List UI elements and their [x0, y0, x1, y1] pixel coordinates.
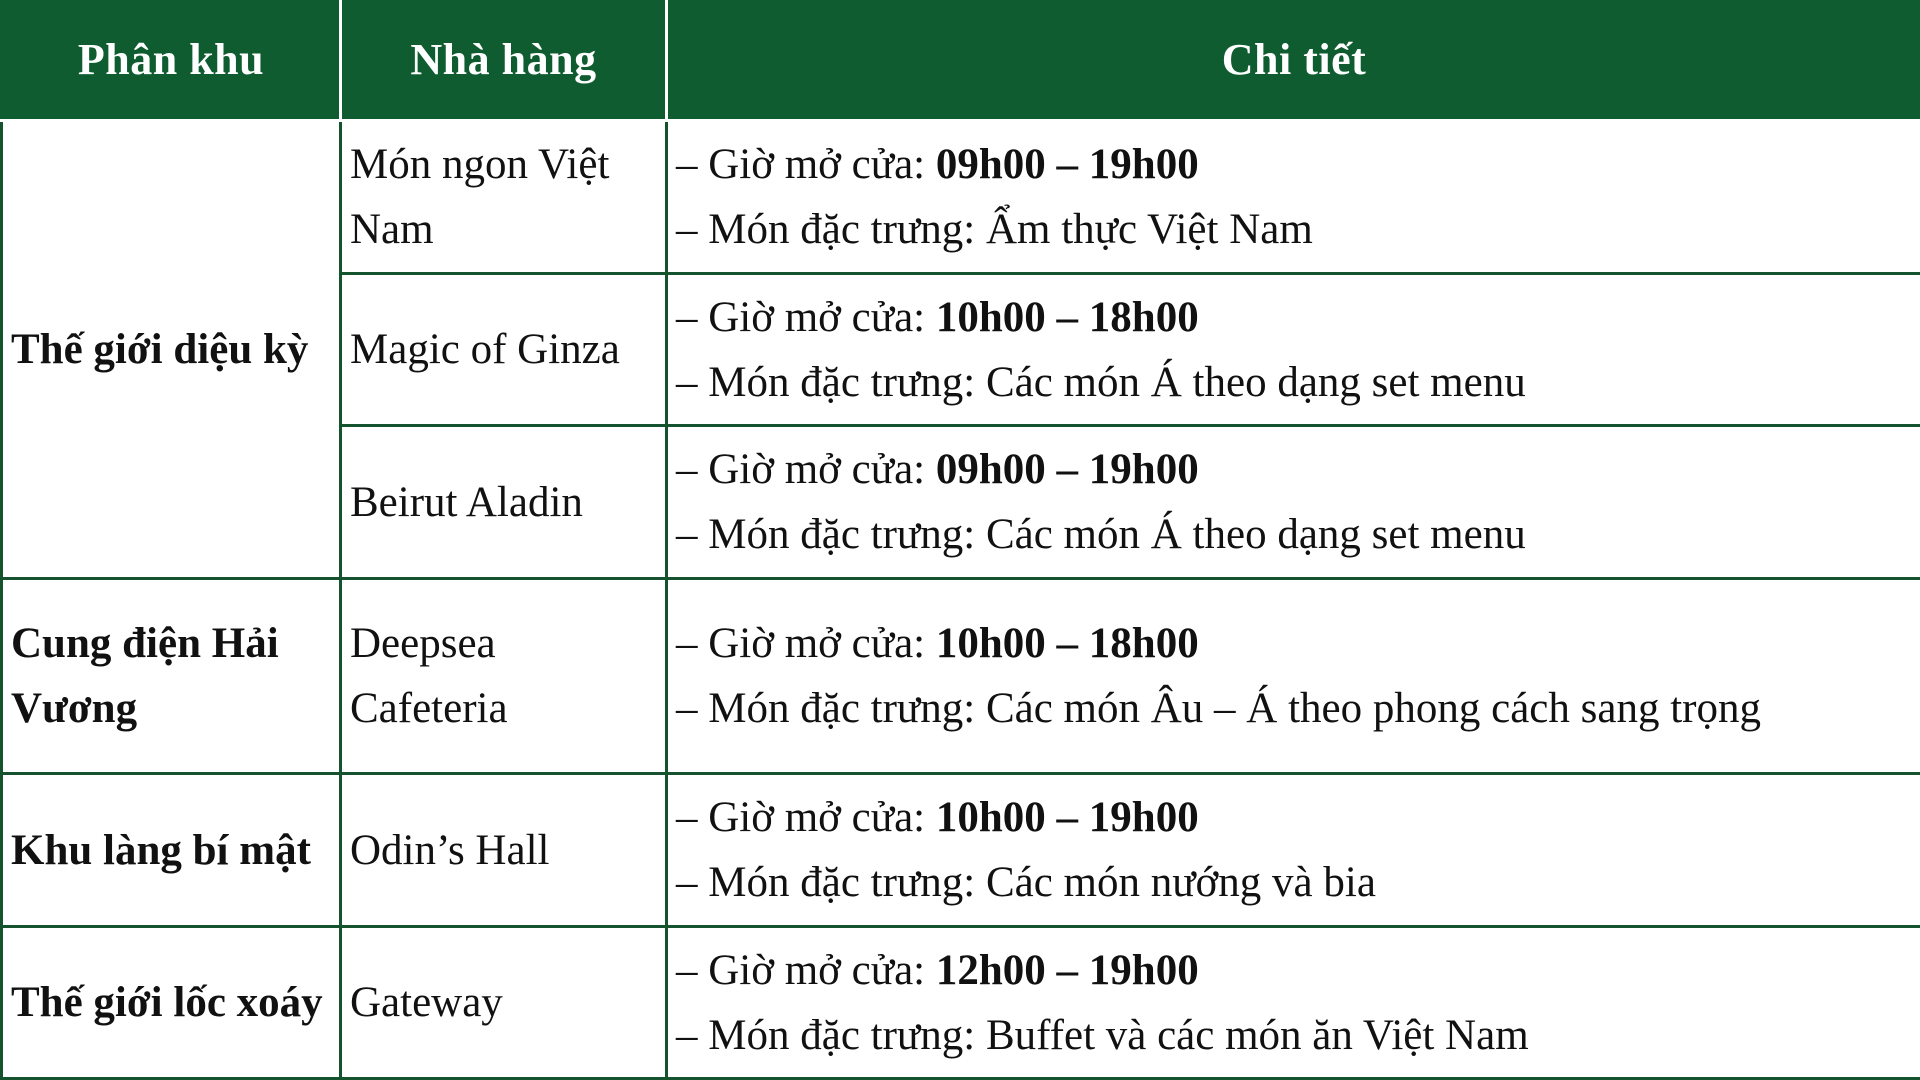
dish-value: Ẩm thực Việt Nam — [985, 206, 1313, 253]
dish-value: Buffet và các món ăn Việt Nam — [985, 1011, 1529, 1059]
hours-value: 12h00 – 19h00 — [935, 946, 1199, 994]
hours-value: 10h00 – 19h00 — [935, 794, 1199, 841]
dish-value: Các món Á theo dạng set menu — [985, 358, 1526, 406]
dish-value: Các món nướng và bia — [985, 859, 1376, 906]
details-cell — [667, 579, 1920, 774]
header-restaurant: Nhà hàng — [341, 0, 667, 121]
dish-label: – Món đặc trưng: — [676, 685, 986, 732]
opening-hours-line — [676, 611, 1914, 676]
dish-label: – Món đặc trưng: — [676, 358, 986, 406]
zone-cell: Khu làng bí mật — [2, 774, 341, 927]
table-row — [2, 579, 1920, 774]
restaurant-cell: Magic of Ginza — [341, 274, 667, 426]
hours-label: – Giờ mở cửa: — [676, 946, 936, 994]
restaurant-cell: Gateway — [341, 927, 667, 1079]
table-row — [2, 121, 1920, 274]
opening-hours-line — [676, 938, 1914, 1003]
hours-label: – Giờ mở cửa: — [676, 446, 936, 493]
opening-hours-line — [676, 285, 1914, 350]
header-details: Chi tiết — [667, 0, 1920, 121]
details-cell — [667, 774, 1920, 927]
zone-cell: Cung điện Hải Vương — [2, 579, 341, 774]
table-row — [2, 774, 1920, 927]
restaurant-cell: Món ngon Việt Nam — [341, 121, 667, 274]
signature-dish-line — [676, 502, 1914, 567]
header-zone: Phân khu — [2, 0, 341, 121]
hours-value: 10h00 – 18h00 — [935, 293, 1199, 341]
zone-cell: Thế giới diệu kỳ — [2, 121, 341, 579]
dish-label: – Món đặc trưng: — [676, 206, 986, 253]
dish-label: – Món đặc trưng: — [676, 859, 986, 906]
dish-label: – Món đặc trưng: — [676, 511, 986, 558]
details-cell — [667, 426, 1920, 579]
restaurant-cell: Odin’s Hall — [341, 774, 667, 927]
dish-label: – Món đặc trưng: — [676, 1011, 986, 1059]
dish-value: Các món Âu – Á theo phong cách sang trọng — [985, 685, 1761, 732]
details-cell — [667, 121, 1920, 274]
signature-dish-line — [676, 350, 1914, 415]
zone-cell: Thế giới lốc xoáy — [2, 927, 341, 1079]
details-cell — [667, 274, 1920, 426]
signature-dish-line — [676, 1003, 1914, 1068]
hours-label: – Giờ mở cửa: — [676, 141, 936, 188]
restaurant-cell: Deepsea Cafeteria — [341, 579, 667, 774]
details-cell — [667, 927, 1920, 1079]
hours-label: – Giờ mở cửa: — [676, 293, 936, 341]
hours-label: – Giờ mở cửa: — [676, 794, 936, 841]
signature-dish-line — [676, 676, 1914, 741]
table-row — [2, 927, 1920, 1079]
opening-hours-line — [676, 785, 1914, 850]
restaurant-cell: Beirut Aladin — [341, 426, 667, 579]
signature-dish-line — [676, 850, 1914, 915]
hours-value: 10h00 – 18h00 — [935, 620, 1199, 667]
hours-value: 09h00 – 19h00 — [935, 141, 1199, 188]
opening-hours-line — [676, 132, 1914, 197]
signature-dish-line — [676, 197, 1914, 262]
dish-value: Các món Á theo dạng set menu — [985, 511, 1526, 558]
hours-value: 09h00 – 19h00 — [935, 446, 1199, 493]
hours-label: – Giờ mở cửa: — [676, 620, 936, 667]
opening-hours-line — [676, 437, 1914, 502]
table-header-row — [2, 0, 1920, 121]
